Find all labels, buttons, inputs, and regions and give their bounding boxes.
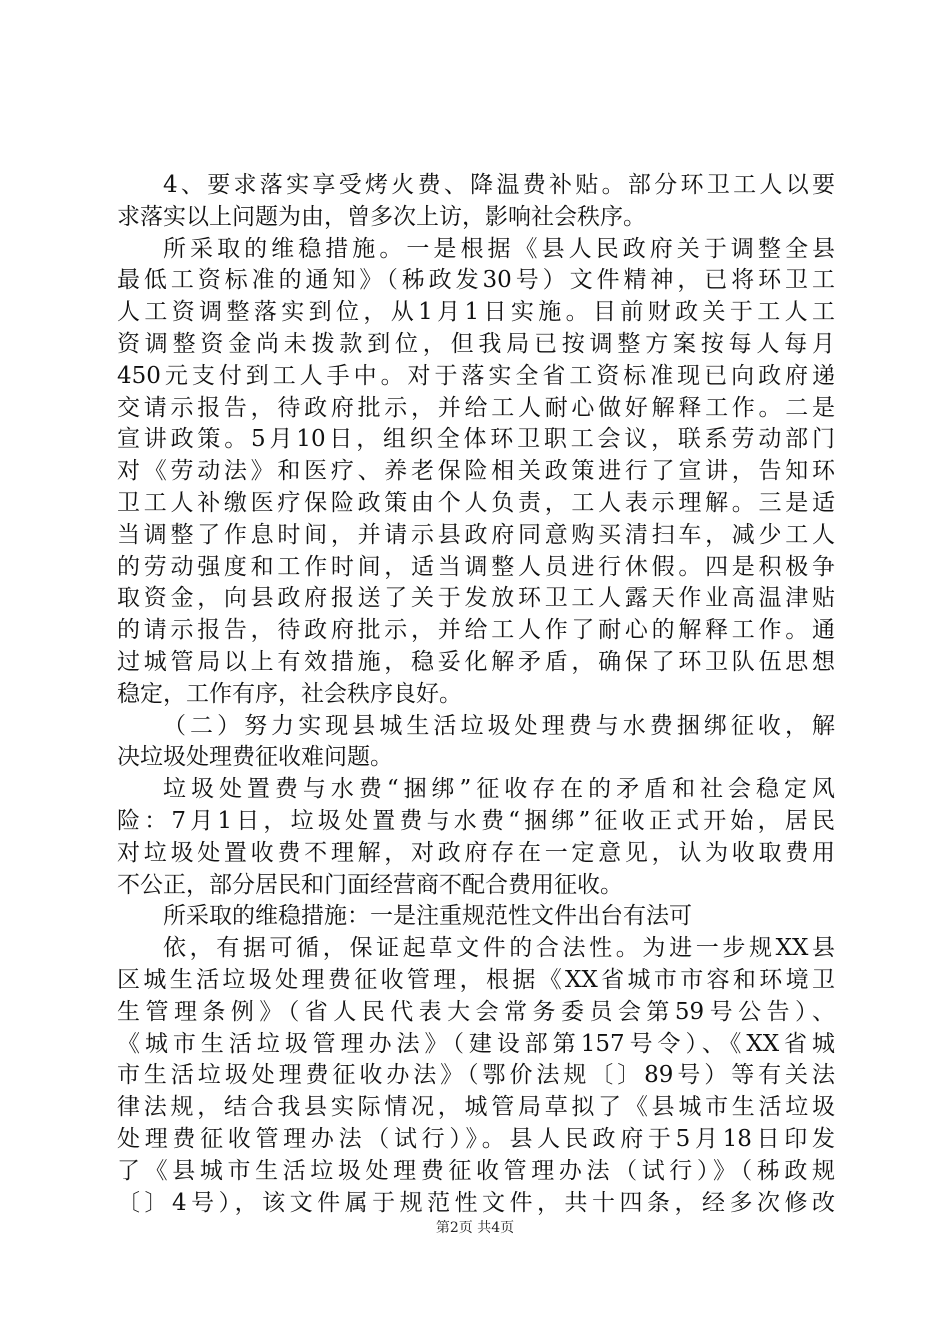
- text-line: 所采取的维稳措施：一是注重规范性文件出台有法可: [163, 903, 692, 930]
- text-line: 市生活垃圾处理费征收办法》（鄂价法规〔〕89号）等有关法: [117, 1062, 835, 1089]
- text-line: 区城生活垃圾处理费征收管理，根据《XX省城市市容和环境卫: [117, 966, 835, 993]
- text-line: 的劳动强度和工作时间，适当调整人员进行休假。四是积极争: [117, 553, 835, 580]
- text-line: 垃圾处置费与水费“捆绑”征收存在的矛盾和社会稳定风: [163, 776, 835, 803]
- text-line: 了《县城市生活垃圾处理费征收管理办法（试行）》（秭政规: [117, 1157, 835, 1184]
- text-line: 处理费征收管理办法（试行）》。县人民政府于5月18日印发: [117, 1125, 835, 1152]
- text-line: 过城管局以上有效措施，稳妥化解矛盾，确保了环卫队伍思想: [117, 648, 835, 675]
- text-line: 依，有据可循，保证起草文件的合法性。为进一步规XX县: [163, 935, 835, 962]
- text-line: 最低工资标准的通知》（秭政发30号）文件精神，已将环卫工: [117, 267, 835, 294]
- text-line: 不公正，部分居民和门面经营商不配合费用征收。: [117, 871, 623, 898]
- text-line: 所采取的维稳措施。一是根据《县人民政府关于调整全县: [163, 235, 835, 262]
- page-footer: 第2页 共4页: [435, 1220, 515, 1236]
- text-line: 决垃圾处理费征收难问题。: [117, 744, 393, 771]
- text-line: 对垃圾处置收费不理解，对政府存在一定意见，认为收取费用: [117, 839, 835, 866]
- text-line: 生管理条例》（省人民代表大会常务委员会第59号公告）、: [117, 998, 835, 1025]
- text-line: 《城市生活垃圾管理办法》（建设部第157号令）、《XX省城: [117, 1030, 835, 1057]
- document-body: [117, 170, 835, 1219]
- text-line: 稳定，工作有序，社会秩序良好。: [117, 680, 462, 707]
- text-line: 卫工人补缴医疗保险政策由个人负责，工人表示理解。三是适: [117, 489, 835, 516]
- text-line: 4、要求落实享受烤火费、降温费补贴。部分环卫工人以要: [163, 172, 835, 198]
- text-line: 450元支付到工人手中。对于落实全省工资标准现已向政府递: [117, 362, 835, 389]
- text-line: 的请示报告，待政府批示，并给工人作了耐心的解释工作。通: [117, 617, 835, 644]
- text-line: 当调整了作息时间，并请示县政府同意购买清扫车，减少工人: [117, 521, 835, 548]
- text-line: （二）努力实现县城生活垃圾处理费与水费捆绑征收，解: [163, 712, 835, 739]
- text-line: 求落实以上问题为由，曾多次上访，影响社会秩序。: [117, 203, 646, 230]
- text-line: 资调整资金尚未拨款到位，但我局已按调整方案按每人每月: [117, 330, 835, 357]
- text-line: 〔〕4号），该文件属于规范性文件，共十四条，经多次修改: [117, 1189, 835, 1216]
- text-line: 律法规，结合我县实际情况，城管局草拟了《县城市生活垃圾: [117, 1094, 835, 1121]
- text-line: 交请示报告，待政府批示，并给工人耐心做好解释工作。二是: [117, 394, 835, 421]
- text-line: 宣讲政策。5月10日，组织全体环卫职工会议，联系劳动部门: [117, 426, 835, 453]
- text-line: 人工资调整落实到位，从1月1日实施。目前财政关于工人工: [117, 299, 835, 326]
- text-line: 取资金，向县政府报送了关于发放环卫工人露天作业高温津贴: [117, 585, 835, 612]
- text-line: 对《劳动法》和医疗、养老保险相关政策进行了宣讲，告知环: [117, 458, 835, 485]
- text-line: 险：7月1日，垃圾处置费与水费“捆绑”征收正式开始，居民: [117, 807, 835, 834]
